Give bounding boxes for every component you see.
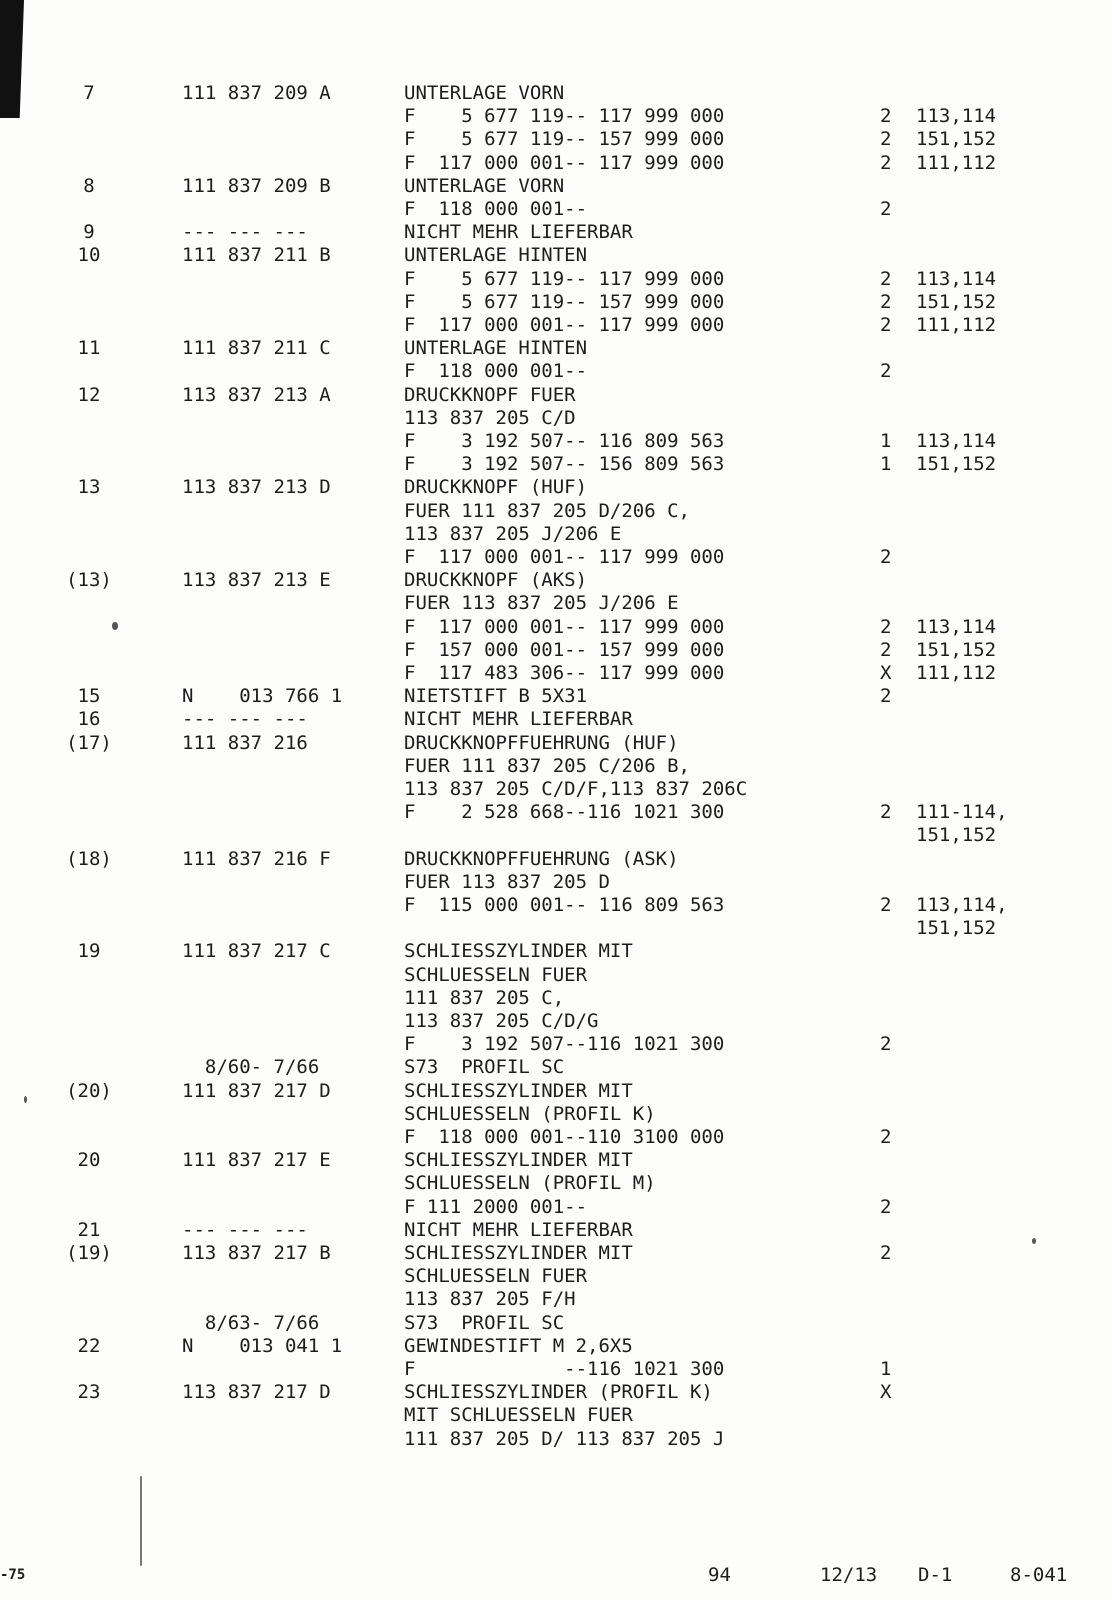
model-codes: 151,152 — [916, 638, 997, 661]
description: 113 837 205 J/206 E — [404, 522, 622, 545]
scan-mark — [140, 1476, 142, 1566]
description: F 3 192 507-- 156 809 563 — [404, 453, 725, 476]
description: SCHLUESSELN FUER — [404, 963, 588, 986]
model-codes: 151,152 — [916, 453, 997, 476]
part-number: 111 837 209 A — [182, 82, 331, 104]
part-number: 111 837 211 C — [182, 337, 331, 360]
part-number: 8/63- 7/66 — [182, 1311, 320, 1334]
position-number: 16 — [77, 708, 101, 731]
quantity: 2 — [880, 290, 892, 313]
quantity: 2 — [880, 128, 892, 151]
catalog-line — [0, 174, 1112, 198]
quantity: 2 — [880, 546, 892, 568]
catalog-line — [0, 429, 1112, 453]
model-codes: 151,152 — [916, 290, 997, 313]
catalog-line — [0, 104, 1112, 128]
description: F 117 483 306-- 117 999 000 — [404, 662, 725, 684]
catalog-line — [0, 197, 1112, 221]
description: FUER 113 837 205 D — [404, 870, 610, 893]
description: F 118 000 001--110 3100 000 — [404, 1126, 725, 1148]
catalog-line — [0, 986, 1112, 1010]
quantity: 2 — [880, 801, 892, 824]
description: DRUCKKNOPF FUER — [404, 383, 576, 406]
catalog-line — [0, 615, 1112, 639]
description: F --116 1021 300 — [404, 1358, 725, 1380]
description: SCHLIESSZYLINDER MIT — [404, 1079, 633, 1102]
part-number: 111 837 216 F — [182, 847, 331, 870]
description: F 118 000 001-- — [404, 360, 588, 383]
catalog-line — [0, 127, 1112, 151]
description: SCHLUESSELN FUER — [404, 1265, 588, 1288]
description: SCHLIESSZYLINDER MIT — [404, 1149, 633, 1172]
description: 113 837 205 C/D/F,113 837 206C — [404, 778, 748, 800]
catalog-line — [0, 963, 1112, 987]
catalog-line — [0, 475, 1112, 499]
catalog-line — [0, 1009, 1112, 1033]
quantity: 1 — [880, 1358, 892, 1380]
quantity: 1 — [880, 430, 892, 452]
position-number: 10 — [77, 244, 101, 267]
catalog-line — [0, 893, 1112, 917]
position-number: (19) — [66, 1242, 112, 1264]
quantity: 2 — [880, 1195, 892, 1218]
description: F 118 000 001-- — [404, 198, 588, 220]
quantity: X — [880, 1381, 892, 1404]
description: 111 837 205 C, — [404, 986, 565, 1009]
description: GEWINDESTIFT M 2,6X5 — [404, 1334, 633, 1357]
part-number: N 013 766 1 — [182, 685, 343, 708]
position-number: 7 — [83, 82, 95, 104]
catalog-line — [0, 1148, 1112, 1172]
part-number: N 013 041 1 — [182, 1334, 343, 1357]
catalog-line — [0, 1241, 1112, 1265]
quantity: 2 — [880, 105, 892, 128]
position-number: 20 — [77, 1149, 101, 1172]
description: F 5 677 119-- 157 999 000 — [404, 290, 725, 313]
description: F 117 000 001-- 117 999 000 — [404, 151, 725, 174]
catalog-line — [0, 939, 1112, 963]
part-number: 111 837 211 B — [182, 244, 331, 267]
position-number: (13) — [66, 569, 112, 592]
description: SCHLUESSELN (PROFIL K) — [404, 1102, 656, 1125]
model-codes: 151,152 — [916, 824, 997, 847]
position-number: 12 — [77, 383, 101, 406]
description: F 2 528 668--116 1021 300 — [404, 801, 725, 824]
catalog-line — [0, 638, 1112, 662]
part-number: 111 837 217 E — [182, 1149, 331, 1172]
catalog-line — [0, 1334, 1112, 1358]
quantity: X — [880, 662, 892, 684]
description: NICHT MEHR LIEFERBAR — [404, 708, 633, 731]
description: SCHLIESSZYLINDER MIT — [404, 940, 633, 963]
catalog-line — [0, 591, 1112, 615]
description: DRUCKKNOPF (AKS) — [404, 569, 588, 592]
description: F 117 000 001-- 117 999 000 — [404, 615, 725, 638]
quantity: 2 — [880, 267, 892, 290]
part-number: 111 837 216 — [182, 731, 308, 754]
description: UNTERLAGE HINTEN — [404, 337, 588, 360]
description: S73 PROFIL SC — [404, 1056, 565, 1079]
description: NIETSTIFT B 5X31 — [404, 685, 588, 708]
description: F 115 000 001-- 116 809 563 — [404, 894, 725, 916]
catalog-line — [0, 916, 1112, 940]
catalog-line — [0, 870, 1112, 894]
catalog-line — [0, 383, 1112, 407]
description: F 3 192 507--116 1021 300 — [404, 1033, 725, 1056]
description: MIT SCHLUESSELN FUER — [404, 1404, 633, 1427]
catalog-line — [0, 545, 1112, 569]
description: NICHT MEHR LIEFERBAR — [404, 221, 633, 244]
position-number: 19 — [77, 940, 101, 963]
position-number: (17) — [66, 731, 112, 754]
description: DRUCKKNOPFFUEHRUNG (HUF) — [404, 731, 679, 754]
position-number: 9 — [83, 221, 95, 244]
catalog-line — [0, 1055, 1112, 1079]
model-codes: 111-114, — [916, 801, 1008, 824]
description: F 157 000 001-- 157 999 000 — [404, 638, 725, 661]
description: FUER 111 837 205 C/206 B, — [404, 754, 690, 777]
catalog-line — [0, 800, 1112, 824]
part-number: 111 837 217 D — [182, 1079, 331, 1102]
part-number: --- --- --- — [182, 708, 308, 731]
position-number: 22 — [77, 1334, 101, 1357]
description: UNTERLAGE VORN — [404, 174, 565, 197]
description: F 117 000 001-- 117 999 000 — [404, 546, 725, 568]
catalog-line — [0, 1195, 1112, 1219]
quantity: 2 — [880, 314, 892, 336]
part-number: 8/60- 7/66 — [182, 1056, 320, 1079]
description: F 117 000 001-- 117 999 000 — [404, 314, 725, 336]
model-codes: 113,114 — [916, 267, 997, 290]
catalog-line — [0, 359, 1112, 383]
model-codes: 151,152 — [916, 128, 997, 151]
catalog-line — [0, 499, 1112, 523]
catalog-line — [0, 1218, 1112, 1242]
description: SCHLIESSZYLINDER MIT — [404, 1242, 633, 1264]
catalog-line — [0, 1380, 1112, 1404]
description: 113 837 205 F/H — [404, 1288, 576, 1311]
catalog-line — [0, 777, 1112, 801]
quantity: 2 — [880, 1242, 892, 1264]
position-number: 15 — [77, 685, 101, 708]
part-number: 111 837 217 C — [182, 940, 331, 963]
part-number: --- --- --- — [182, 221, 308, 244]
catalog-line — [0, 1079, 1112, 1103]
catalog-line — [0, 243, 1112, 267]
quantity: 2 — [880, 685, 892, 708]
description: F 5 677 119-- 117 999 000 — [404, 105, 725, 128]
footer-section: D-1 — [918, 1564, 953, 1586]
catalog-line — [0, 1171, 1112, 1195]
catalog-line — [0, 452, 1112, 476]
model-codes: 113,114 — [916, 430, 997, 452]
catalog-line — [0, 290, 1112, 314]
footer-reference: 8-041 — [1010, 1564, 1068, 1586]
quantity: 2 — [880, 198, 892, 220]
position-number: 21 — [77, 1218, 101, 1241]
quantity: 2 — [880, 151, 892, 174]
model-codes: 113,114 — [916, 105, 997, 128]
catalog-line — [0, 522, 1112, 546]
position-number: (20) — [66, 1079, 112, 1102]
scan-speck — [1032, 1238, 1036, 1244]
quantity: 2 — [880, 1126, 892, 1148]
catalog-line — [0, 81, 1112, 105]
part-number: 113 837 213 E — [182, 569, 331, 592]
description: F 111 2000 001-- — [404, 1195, 588, 1218]
catalog-line — [0, 823, 1112, 847]
catalog-line — [0, 1287, 1112, 1311]
description: S73 PROFIL SC — [404, 1311, 565, 1334]
catalog-line — [0, 1102, 1112, 1126]
catalog-line — [0, 1264, 1112, 1288]
catalog-line — [0, 847, 1112, 871]
footer-left-code: -75 — [0, 1567, 26, 1583]
catalog-line — [0, 406, 1112, 430]
description: FUER 113 837 205 J/206 E — [404, 592, 679, 615]
model-codes: 111,112 — [916, 662, 997, 684]
model-codes: 113,114, — [916, 894, 1008, 916]
part-number: 113 837 213 A — [182, 383, 331, 406]
quantity: 2 — [880, 894, 892, 916]
footer-page-number: 94 — [708, 1564, 731, 1586]
catalog-line — [0, 568, 1112, 592]
catalog-line — [0, 754, 1112, 778]
position-number: 11 — [77, 337, 101, 360]
scan-speck — [24, 1096, 27, 1103]
catalog-line — [0, 1311, 1112, 1335]
quantity: 1 — [880, 453, 892, 476]
position-number: 13 — [77, 476, 101, 499]
catalog-line — [0, 684, 1112, 708]
part-number: 113 837 213 D — [182, 476, 331, 499]
position-number: 23 — [77, 1381, 101, 1404]
description: UNTERLAGE VORN — [404, 82, 565, 104]
quantity: 2 — [880, 638, 892, 661]
catalog-line — [0, 151, 1112, 175]
catalog-line — [0, 313, 1112, 337]
catalog-line — [0, 1357, 1112, 1381]
quantity: 2 — [880, 1033, 892, 1056]
footer-date: 12/13 — [820, 1564, 878, 1586]
description: UNTERLAGE HINTEN — [404, 244, 588, 267]
quantity: 2 — [880, 360, 892, 383]
scan-speck — [112, 622, 118, 630]
catalog-line — [0, 336, 1112, 360]
description: F 5 677 119-- 117 999 000 — [404, 267, 725, 290]
quantity: 2 — [880, 615, 892, 638]
description: SCHLUESSELN (PROFIL M) — [404, 1172, 656, 1195]
description: NICHT MEHR LIEFERBAR — [404, 1218, 633, 1241]
position-number: (18) — [66, 847, 112, 870]
catalog-line — [0, 267, 1112, 291]
catalog-line — [0, 731, 1112, 755]
description: FUER 111 837 205 D/206 C, — [404, 499, 690, 522]
part-number: 111 837 209 B — [182, 174, 331, 197]
description: 113 837 205 C/D/G — [404, 1010, 599, 1032]
position-number: 8 — [83, 174, 95, 197]
model-codes: 111,112 — [916, 151, 997, 174]
catalog-line — [0, 1125, 1112, 1149]
part-number: 113 837 217 B — [182, 1242, 331, 1264]
description: 113 837 205 C/D — [404, 406, 576, 429]
part-number: --- --- --- — [182, 1218, 308, 1241]
description: F 5 677 119-- 157 999 000 — [404, 128, 725, 151]
catalog-line — [0, 661, 1112, 685]
model-codes: 111,112 — [916, 314, 997, 336]
description: SCHLIESSZYLINDER (PROFIL K) — [404, 1381, 713, 1404]
description: DRUCKKNOPF (HUF) — [404, 476, 588, 499]
catalog-line — [0, 1403, 1112, 1427]
catalog-line — [0, 220, 1112, 244]
model-codes: 151,152 — [916, 917, 997, 940]
catalog-line — [0, 1032, 1112, 1056]
part-number: 113 837 217 D — [182, 1381, 331, 1404]
catalog-line — [0, 1427, 1112, 1451]
catalog-line — [0, 707, 1112, 731]
description: 111 837 205 D/ 113 837 205 J — [404, 1427, 725, 1450]
model-codes: 113,114 — [916, 615, 997, 638]
description: F 3 192 507-- 116 809 563 — [404, 430, 725, 452]
description: DRUCKKNOPFFUEHRUNG (ASK) — [404, 847, 679, 870]
